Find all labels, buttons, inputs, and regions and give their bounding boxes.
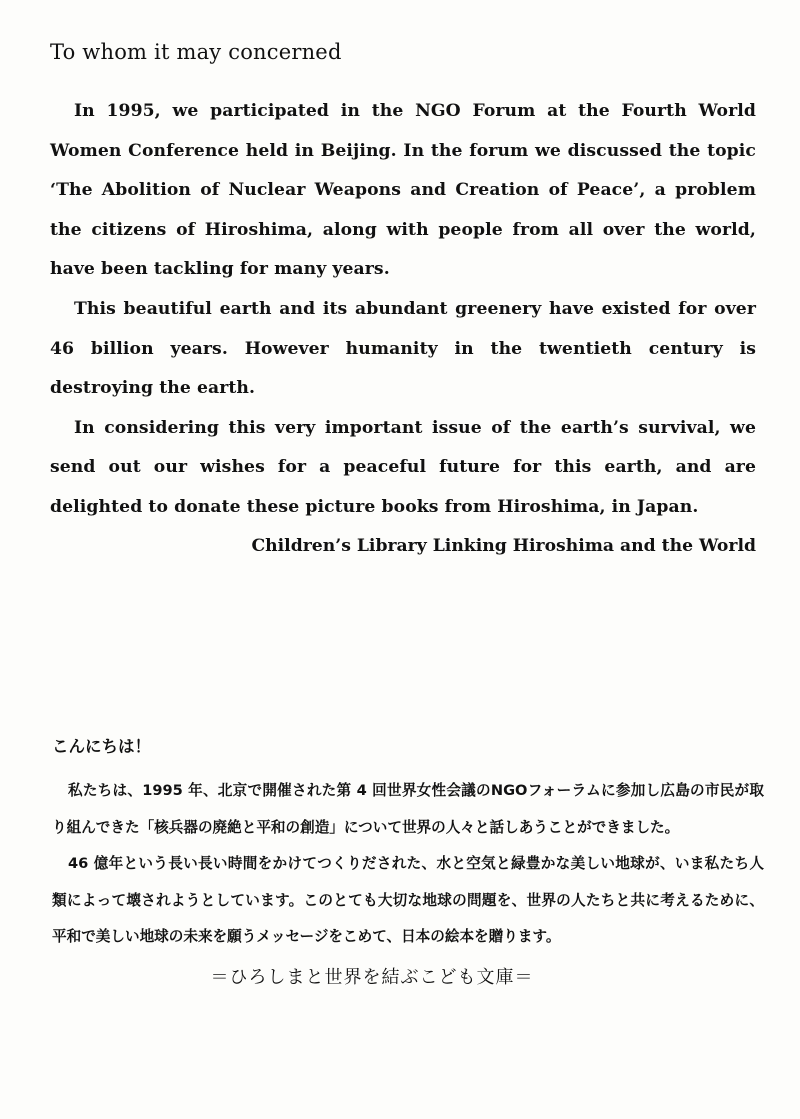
english-salutation: To whom it may concerned [50,40,342,64]
english-paragraph-2: This beautiful earth and its abundant greenery have existed for over 46 billion years. However humanity in the twentieth century is destroying the earth. [50,298,756,399]
japanese-letter [52,733,764,998]
english-paragraph-1: In 1995, we participated in the NGO Forum at the Fourth World Women Conference held in Beijing. In the forum we discussed the topic ‘The Abolition of Nuclear Weapons and Creation of Peace’, a problem the citizens of Hiroshima, along with people from all over the world, have been tackling for many years. [50,101,756,280]
japanese-paragraph-1: 私たちは、1995 年、北京で開催された第 4 回世界女性会議のNGOフォーラムに参加し広島の市民が取り組んできた「核兵器の廃絶と平和の創造」について世界の人々と話しあうことができました。 [52,782,764,836]
japanese-greeting: こんにちは！ [52,737,151,756]
japanese-paragraph-2: 46 億年という長い長い時間をかけてつくりだされた、水と空気と緑豊かな美しい地球が、いま私たち人類によって壊されようとしています。このとても大切な地球の問題を、世界の人たちと共に考えるために、平和で美しい地球の未来を願うメッセージをこめて、日本の絵本を贈ります。 [52,855,764,945]
english-paragraph-3: In considering this very important issue of the earth’s survival, we send out our wishes for a peaceful future for this earth, and are delighted to donate these picture books from Hiroshima, in Japan. [50,417,756,517]
english-letter [50,34,756,564]
japanese-signature: ＝ひろしまと世界を結ぶこども文庫＝ [210,966,534,988]
english-signature: Children’s Library Linking Hiroshima and the World [251,535,756,556]
